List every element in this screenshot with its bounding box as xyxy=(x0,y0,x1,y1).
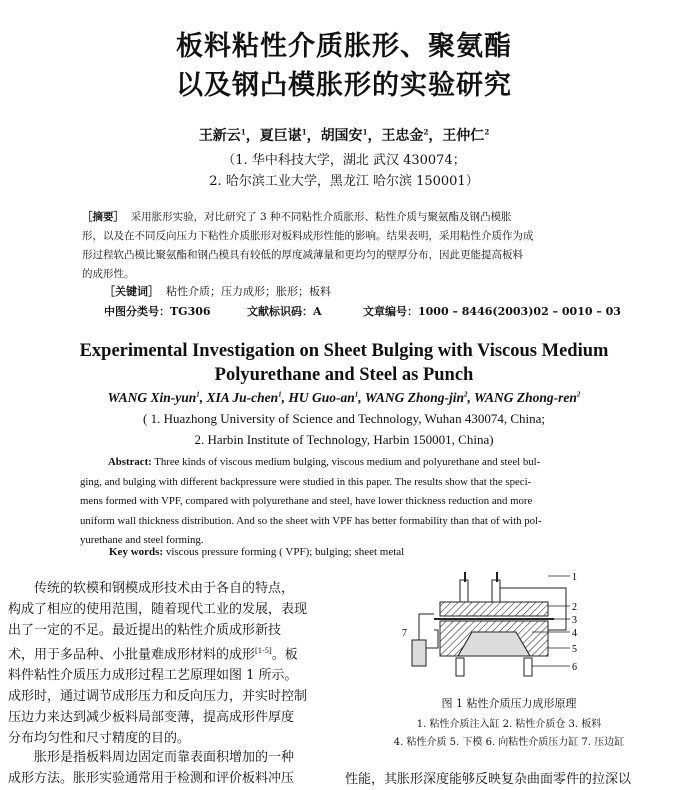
upper-die-shape xyxy=(440,602,548,616)
fig-label-7: 7 xyxy=(402,628,407,639)
cn-author: 胡国安 xyxy=(320,128,363,144)
cn-author: 王新云 xyxy=(198,128,241,144)
en-abstract xyxy=(80,453,601,551)
body-line: 传统的软模和钢模成形技术由于各自的特点， xyxy=(34,581,295,596)
en-abstract-label: Abstract: xyxy=(108,456,152,468)
fig-label-3: 3 xyxy=(572,615,577,626)
body-paragraph-2 xyxy=(8,747,328,789)
en-title-line2: Polyurethane and Steel as Punch xyxy=(214,365,474,385)
cn-doc-code: 文献标识码：A xyxy=(247,305,322,318)
figure-1-legend-1: 1. 粘性介质注入缸 2. 粘性介质仓 3. 板料 xyxy=(416,719,602,730)
en-affiliation-2: 2. Harbin Institute of Technology, Harbin 150001, China) xyxy=(194,432,494,447)
cn-abstract-line: 的成形性。 xyxy=(82,268,135,280)
cn-keywords-label: ［关键词］ xyxy=(104,285,159,298)
en-keywords-label: Key words: xyxy=(109,546,164,558)
cn-title-line2: 以及钢凸模胀形的实验研究 xyxy=(176,70,512,101)
body-line: 成形方法。胀形实验通常用于检测和评价板料冲压 xyxy=(8,771,295,786)
cn-abstract xyxy=(82,208,598,284)
fig-label-4: 4 xyxy=(572,628,577,639)
fig-label-1: 1 xyxy=(572,572,577,583)
cn-author: 夏巨谌 xyxy=(259,128,302,144)
figure-1-caption: 图 1 粘性介质压力成形原理 xyxy=(441,697,577,710)
body-right-line: 性能，其胀形深度能够反映复杂曲面零件的拉深以 xyxy=(345,772,632,787)
en-abstract-line: ging, and bulging with different backpressure were studied in this paper. The results show that the speci- xyxy=(80,475,532,488)
body-line: 术，用于多品种、小批量难成形材料的成形[1-5]。板 xyxy=(8,647,298,663)
body-paragraph-1 xyxy=(8,578,328,749)
en-abstract-line: mens formed with VPF, compared with polyurethane and steel, have lower thickness reduction and more xyxy=(80,495,533,507)
en-author: WANG Zhong-jin xyxy=(364,390,464,405)
en-abstract-line: yurethane and steel forming. xyxy=(80,534,204,546)
cn-abstract-line: 采用胀形实验，对比研究了 3 种不同粘性介质胀形、粘性介质与聚氨酯及钢凸模胀 xyxy=(130,211,512,223)
en-abstract-line: Three kinds of viscous medium bulging, viscous medium and polyurethane and steel bul- xyxy=(154,456,541,468)
cn-keywords-text: 粘性介质；压力成形；胀形；板料 xyxy=(166,285,331,298)
en-affiliation-1: ( 1. Huazhong University of Science and Technology, Wuhan 430074, China; xyxy=(143,411,545,426)
citation: [1-5] xyxy=(255,647,272,655)
body-line: 构成了相应的使用范围，随着现代工业的发展，表现 xyxy=(8,602,308,617)
cn-title-line1: 板料粘性介质胀形、聚氨酯 xyxy=(176,31,512,62)
holder-cylinder-shape xyxy=(412,640,426,666)
cn-affiliation-1: （1. 华中科技大学，湖北 武汉 430074； xyxy=(222,153,466,168)
injection-cylinder-shape xyxy=(460,580,468,602)
figure-1-legend-2: 4. 粘性介质 5. 下模 6. 向粘性介质压力缸 7. 压边缸 xyxy=(393,737,625,748)
en-authors: WANG Xin-yun$^1$, XIA Ju-chen$^1$, HU Guo-$an^1$, WANG Zhong-jin$^2$, WANG Zhong-ren$^2$ xyxy=(107,390,581,405)
fig-label-2: 2 xyxy=(572,602,577,613)
en-author: XIA Ju-chen xyxy=(206,390,279,405)
body-line: 料件粘性介质压力成形过程工艺原理如图 1 所示。 xyxy=(8,668,298,684)
en-title-line1: Experimental Investigation on Sheet Bulging with Viscous Medium xyxy=(79,341,609,361)
cn-keywords xyxy=(104,283,331,299)
cn-author: 王忠金 xyxy=(381,128,424,144)
fig-label-6: 6 xyxy=(572,662,577,673)
cn-abstract-label: ［摘要］ xyxy=(82,211,124,223)
en-abstract-line: uniform wall thickness distribution. And so the sheet with VPF has better formability than that of with pol- xyxy=(80,514,542,527)
cn-affiliation-2: 2. 哈尔滨工业大学，黑龙江 哈尔滨 150001） xyxy=(209,174,479,189)
figure-1-diagram xyxy=(398,570,582,686)
body-line: 胀形是指板料周边固定而靠表面积增加的一种 xyxy=(34,750,295,765)
en-author: WANG Xin-yun xyxy=(107,390,197,405)
cn-article-no: 文章编号：1000 – 8446(2003)02 – 0010 – 03 xyxy=(363,305,621,318)
en-keywords-text: viscous pressure forming ( VPF); bulging; sheet metal xyxy=(165,546,405,558)
en-author: WANG Zhong-ren xyxy=(473,390,577,405)
fig-label-5: 5 xyxy=(572,644,577,655)
body-line: 出了一定的不足。最近提出的粘性介质成形新技 xyxy=(8,623,282,638)
en-keywords xyxy=(109,546,404,558)
body-line: 成形时，通过调节成形压力和反向压力，并实时控制 xyxy=(8,689,308,705)
cn-clc: 中图分类号：TG306 xyxy=(104,305,211,318)
body-line: 压边力来达到减少板料局部变薄，提高成形件厚度 xyxy=(8,710,295,726)
cn-author: 王仲仁 xyxy=(442,128,485,144)
body-line: 分布均匀性和尺寸精度的目的。 xyxy=(8,731,191,747)
cn-abstract-line: 形，以及在不同反向压力下粘性介质胀形对板料成形性能的影响。结果表明，采用粘性介质作为成 xyxy=(82,230,534,242)
cn-abstract-line: 形过程软凸模比聚氨酯和钢凸模具有较低的厚度减薄量和更均匀的壁厚分布，因此更能提高板料 xyxy=(82,249,523,261)
en-author: HU Guo-an xyxy=(288,390,355,405)
cn-authors: 王新云$^1$，夏巨谌$^1$，胡国安$^1$，王忠金$^2$，王仲仁$^2$ xyxy=(198,127,490,144)
